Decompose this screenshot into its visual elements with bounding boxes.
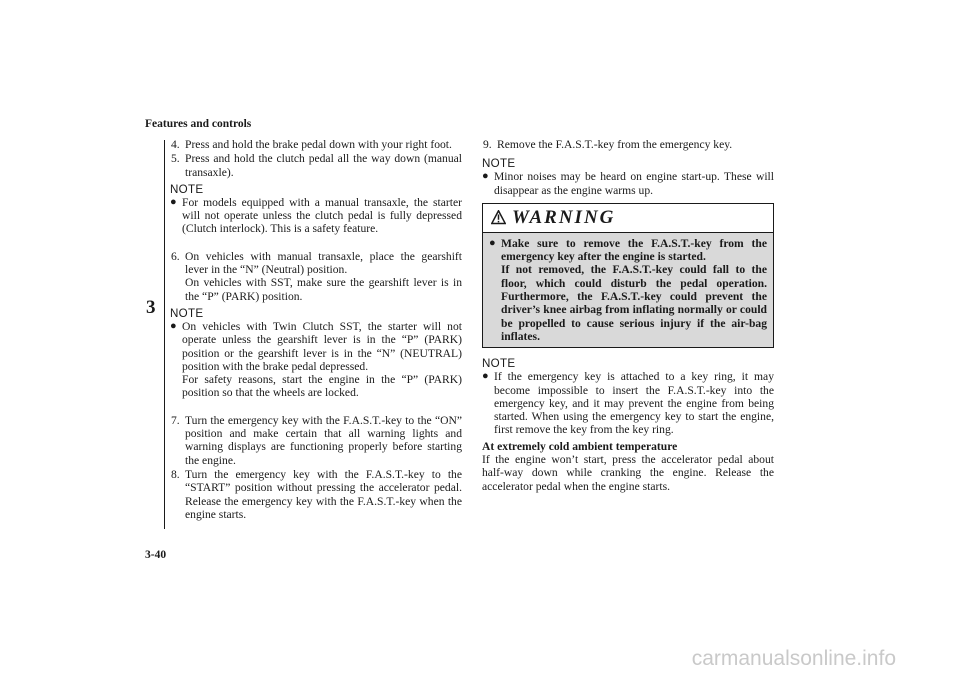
note-label: NOTE	[170, 182, 204, 196]
note-text: If the emergency key is attached to a key ring, it may become impossible to insert the F.A.S.T.-key into the emergency key, and it may prevent the engine from being started. When using the emergency key to start the engine, first remove the key from the key ring.	[494, 370, 774, 437]
note-text: On vehicles with Twin Clutch SST, the starter will not operate unless the gearshift lever is in the “P” (PARK) position or the gearshift lever is in the “N” (NEUTRAL) position with the brake pedal depressed.	[182, 319, 462, 373]
note-text: Minor noises may be heard on engine start-up. These will disappear as the engine warms up.	[494, 170, 774, 197]
chapter-number: 3	[146, 297, 156, 318]
step-number: 8.	[171, 467, 180, 481]
step-6	[170, 250, 462, 303]
note-item	[482, 370, 774, 436]
step-number: 7.	[171, 413, 180, 427]
left-column	[170, 137, 462, 521]
right-column	[482, 137, 774, 493]
warning-header	[483, 204, 773, 233]
note-item	[170, 320, 462, 400]
step-number: 9.	[483, 138, 492, 151]
note-label: NOTE	[482, 357, 516, 371]
page-number: 3-40	[145, 549, 167, 561]
warning-text: Make sure to remove the F.A.S.T.-key from the emergency key after the engine is started.	[501, 236, 767, 264]
note-label: NOTE	[482, 157, 516, 171]
step-text: Turn the emergency key with the F.A.S.T.-key to the “START” position without pressing the accelerator pedal. Release the emergency key with the F.A.S.T.-key when the engine starts.	[185, 467, 462, 521]
step-number: 5.	[171, 152, 180, 166]
warning-title: WARNING	[512, 207, 616, 229]
step-7	[170, 414, 462, 467]
section-subheading: At extremely cold ambient temperature	[482, 439, 678, 453]
step-text: Press and hold the clutch pedal all the way down (manual transaxle).	[185, 152, 462, 179]
step-number: 4.	[171, 138, 180, 151]
step-text: On vehicles with SST, make sure the gearshift lever is in the “P” (PARK) position.	[185, 276, 462, 303]
warning-text: If not removed, the F.A.S.T.-key could fall to the floor, which could disturb the pedal operation. Furthermore, the F.A.S.T.-key could prevent the driver’s knee airbag from inflating normally or could be propelled to cause serious injury if the air-bag inflates.	[501, 263, 767, 343]
step-text: Press and hold the brake pedal down with your right foot.	[185, 138, 452, 151]
bullet-icon: ●	[482, 170, 489, 183]
step-4	[170, 138, 462, 151]
step-text: On vehicles with manual transaxle, place the gearshift lever in the “N” (Neutral) position.	[185, 249, 462, 277]
warning-box	[482, 203, 774, 348]
bullet-icon: ●	[170, 319, 177, 332]
section-header: Features and controls	[145, 118, 252, 130]
note-label: NOTE	[170, 306, 204, 320]
bullet-icon: ●	[170, 195, 177, 208]
step-text: Turn the emergency key with the F.A.S.T.-key to the “ON” position and make certain that all warning lights and warning displays are functioning properly before starting the engine.	[185, 413, 462, 467]
bullet-icon: ●	[482, 370, 489, 383]
step-8	[170, 468, 462, 521]
step-number: 6.	[171, 249, 180, 263]
cold-start-text: If the engine won’t start, press the accelerator pedal about half-way down while cranking the engine. Release the accelerator pedal when the engine starts.	[482, 453, 774, 493]
step-5	[170, 152, 462, 179]
step-9	[482, 138, 774, 151]
watermark: carmanualsonline.info	[691, 647, 896, 670]
warning-item	[483, 233, 773, 347]
note-text: For models equipped with a manual transaxle, the starter will not operate unless the clutch pedal is fully depressed (Clutch interlock). This is a safety feature.	[182, 195, 462, 236]
step-text: Remove the F.A.S.T.-key from the emergency key.	[497, 138, 733, 151]
note-item	[482, 170, 774, 197]
note-item	[170, 196, 462, 236]
note-text: For safety reasons, start the engine in the “P” (PARK) position so that the wheels are locked.	[182, 373, 462, 400]
bullet-icon: ●	[489, 236, 496, 249]
chapter-divider	[164, 140, 165, 529]
warning-triangle-icon	[491, 210, 506, 225]
